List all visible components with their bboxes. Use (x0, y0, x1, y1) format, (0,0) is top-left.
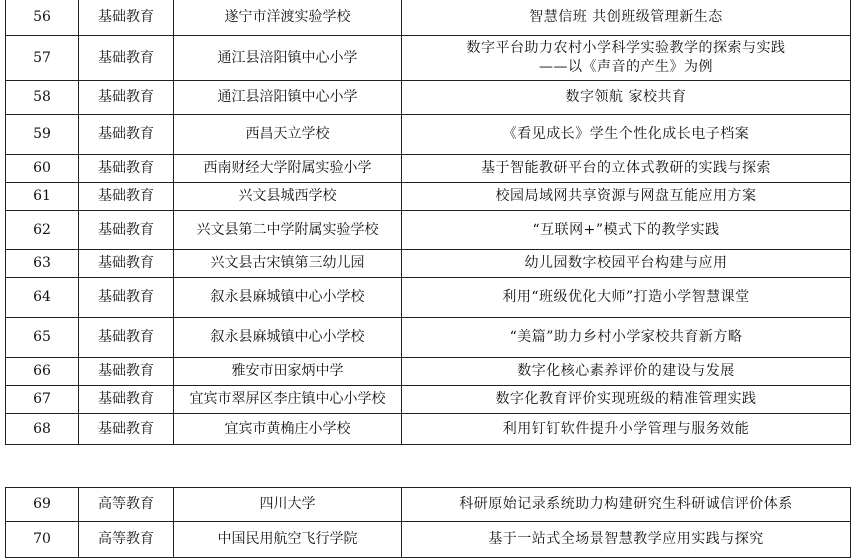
project-title-line: 校园局域网共享资源与网盘互能应用方案 (495, 188, 757, 204)
row-number: 63 (6, 250, 79, 278)
table-row (6, 278, 851, 318)
school-name: 叙永县麻城镇中心小学校 (174, 318, 402, 358)
education-category: 基础教育 (79, 358, 174, 386)
project-title-line: 智慧信班 共创班级管理新生态 (529, 9, 723, 25)
row-number: 62 (6, 211, 79, 250)
project-title (402, 318, 851, 358)
education-category: 基础教育 (79, 211, 174, 250)
project-title-line: 幼儿园数字校园平台构建与应用 (524, 255, 728, 271)
project-title-line: 数字化核心素养评价的建设与发展 (517, 363, 735, 379)
project-title (402, 0, 851, 36)
project-title (402, 183, 851, 211)
education-category: 基础教育 (79, 0, 174, 36)
education-category: 基础教育 (79, 183, 174, 211)
project-title-line: ——以《声音的产生》为例 (539, 59, 713, 75)
education-category: 基础教育 (79, 318, 174, 358)
table-row (6, 0, 851, 36)
row-number: 58 (6, 81, 79, 115)
education-category: 基础教育 (79, 115, 174, 155)
table-row (6, 36, 851, 81)
project-title (402, 522, 851, 558)
table-row (6, 488, 851, 522)
higher-education-table-body (6, 488, 851, 558)
table-row (6, 358, 851, 386)
school-name: 宜宾市黄桷庄小学校 (174, 414, 402, 445)
school-name: 通江县涪阳镇中心小学 (174, 81, 402, 115)
project-title-line: 《看见成长》学生个性化成长电子档案 (502, 126, 750, 142)
table-row (6, 318, 851, 358)
table-row (6, 115, 851, 155)
project-title (402, 211, 851, 250)
row-number: 59 (6, 115, 79, 155)
table-row (6, 414, 851, 445)
school-name: 西南财经大学附属实验小学 (174, 155, 402, 183)
education-category: 高等教育 (79, 488, 174, 522)
project-title (402, 250, 851, 278)
project-title (402, 115, 851, 155)
table-row (6, 250, 851, 278)
basic-education-table-body (6, 0, 851, 445)
row-number: 69 (6, 488, 79, 522)
project-title (402, 414, 851, 445)
school-name: 兴文县古宋镇第三幼儿园 (174, 250, 402, 278)
project-title (402, 358, 851, 386)
row-number: 66 (6, 358, 79, 386)
school-name: 遂宁市洋渡实验学校 (174, 0, 402, 36)
row-number: 61 (6, 183, 79, 211)
project-title-line: 基于一站式全场景智慧教学应用实践与探究 (488, 531, 764, 547)
project-title-line: 科研原始记录系统助力构建研究生科研诚信评价体系 (459, 496, 793, 512)
row-number: 64 (6, 278, 79, 318)
education-category: 基础教育 (79, 36, 174, 81)
higher-education-table (5, 487, 851, 558)
education-category: 基础教育 (79, 386, 174, 414)
school-name: 西昌天立学校 (174, 115, 402, 155)
project-title-line: 基于智能教研平台的立体式教研的实践与探索 (481, 160, 771, 176)
project-title-line: 利用钉钉软件提升小学管理与服务效能 (502, 420, 750, 437)
row-number: 60 (6, 155, 79, 183)
project-title (402, 278, 851, 318)
project-title-line: “美篇”助力乡村小学家校共育新方略 (509, 329, 743, 345)
row-number: 65 (6, 318, 79, 358)
row-number: 68 (6, 414, 79, 445)
education-category: 基础教育 (79, 81, 174, 115)
project-title (402, 81, 851, 115)
education-category: 基础教育 (79, 155, 174, 183)
school-name: 通江县涪阳镇中心小学 (174, 36, 402, 81)
project-title (402, 155, 851, 183)
table-row (6, 211, 851, 250)
school-name: 兴文县城西学校 (174, 183, 402, 211)
project-title-line: “互联网+”模式下的教学实践 (532, 221, 720, 238)
project-title (402, 36, 851, 81)
project-title (402, 488, 851, 522)
row-number: 57 (6, 36, 79, 81)
school-name: 宜宾市翠屏区李庄镇中心小学校 (174, 386, 402, 414)
education-category: 高等教育 (79, 522, 174, 558)
table-row (6, 81, 851, 115)
school-name: 兴文县第二中学附属实验学校 (174, 211, 402, 250)
project-title-line: 数字平台助力农村小学科学实验教学的探索与实践 (466, 40, 786, 56)
school-name: 叙永县麻城镇中心小学校 (174, 278, 402, 318)
education-category: 基础教育 (79, 250, 174, 278)
education-category: 基础教育 (79, 414, 174, 445)
table-row (6, 155, 851, 183)
project-title-line: 数字领航 家校共育 (565, 89, 687, 105)
project-title (402, 386, 851, 414)
school-name: 中国民用航空飞行学院 (174, 522, 402, 558)
table-row (6, 183, 851, 211)
row-number: 67 (6, 386, 79, 414)
school-name: 四川大学 (174, 488, 402, 522)
education-category: 基础教育 (79, 278, 174, 318)
row-number: 56 (6, 0, 79, 36)
row-number: 70 (6, 522, 79, 558)
project-title-line: 数字化教育评价实现班级的精准管理实践 (495, 391, 757, 407)
school-name: 雅安市田家炳中学 (174, 358, 402, 386)
project-title-line: 利用“班级优化大师”打造小学智慧课堂 (502, 289, 750, 305)
basic-education-table (5, 0, 851, 445)
table-row (6, 522, 851, 558)
table-row (6, 386, 851, 414)
